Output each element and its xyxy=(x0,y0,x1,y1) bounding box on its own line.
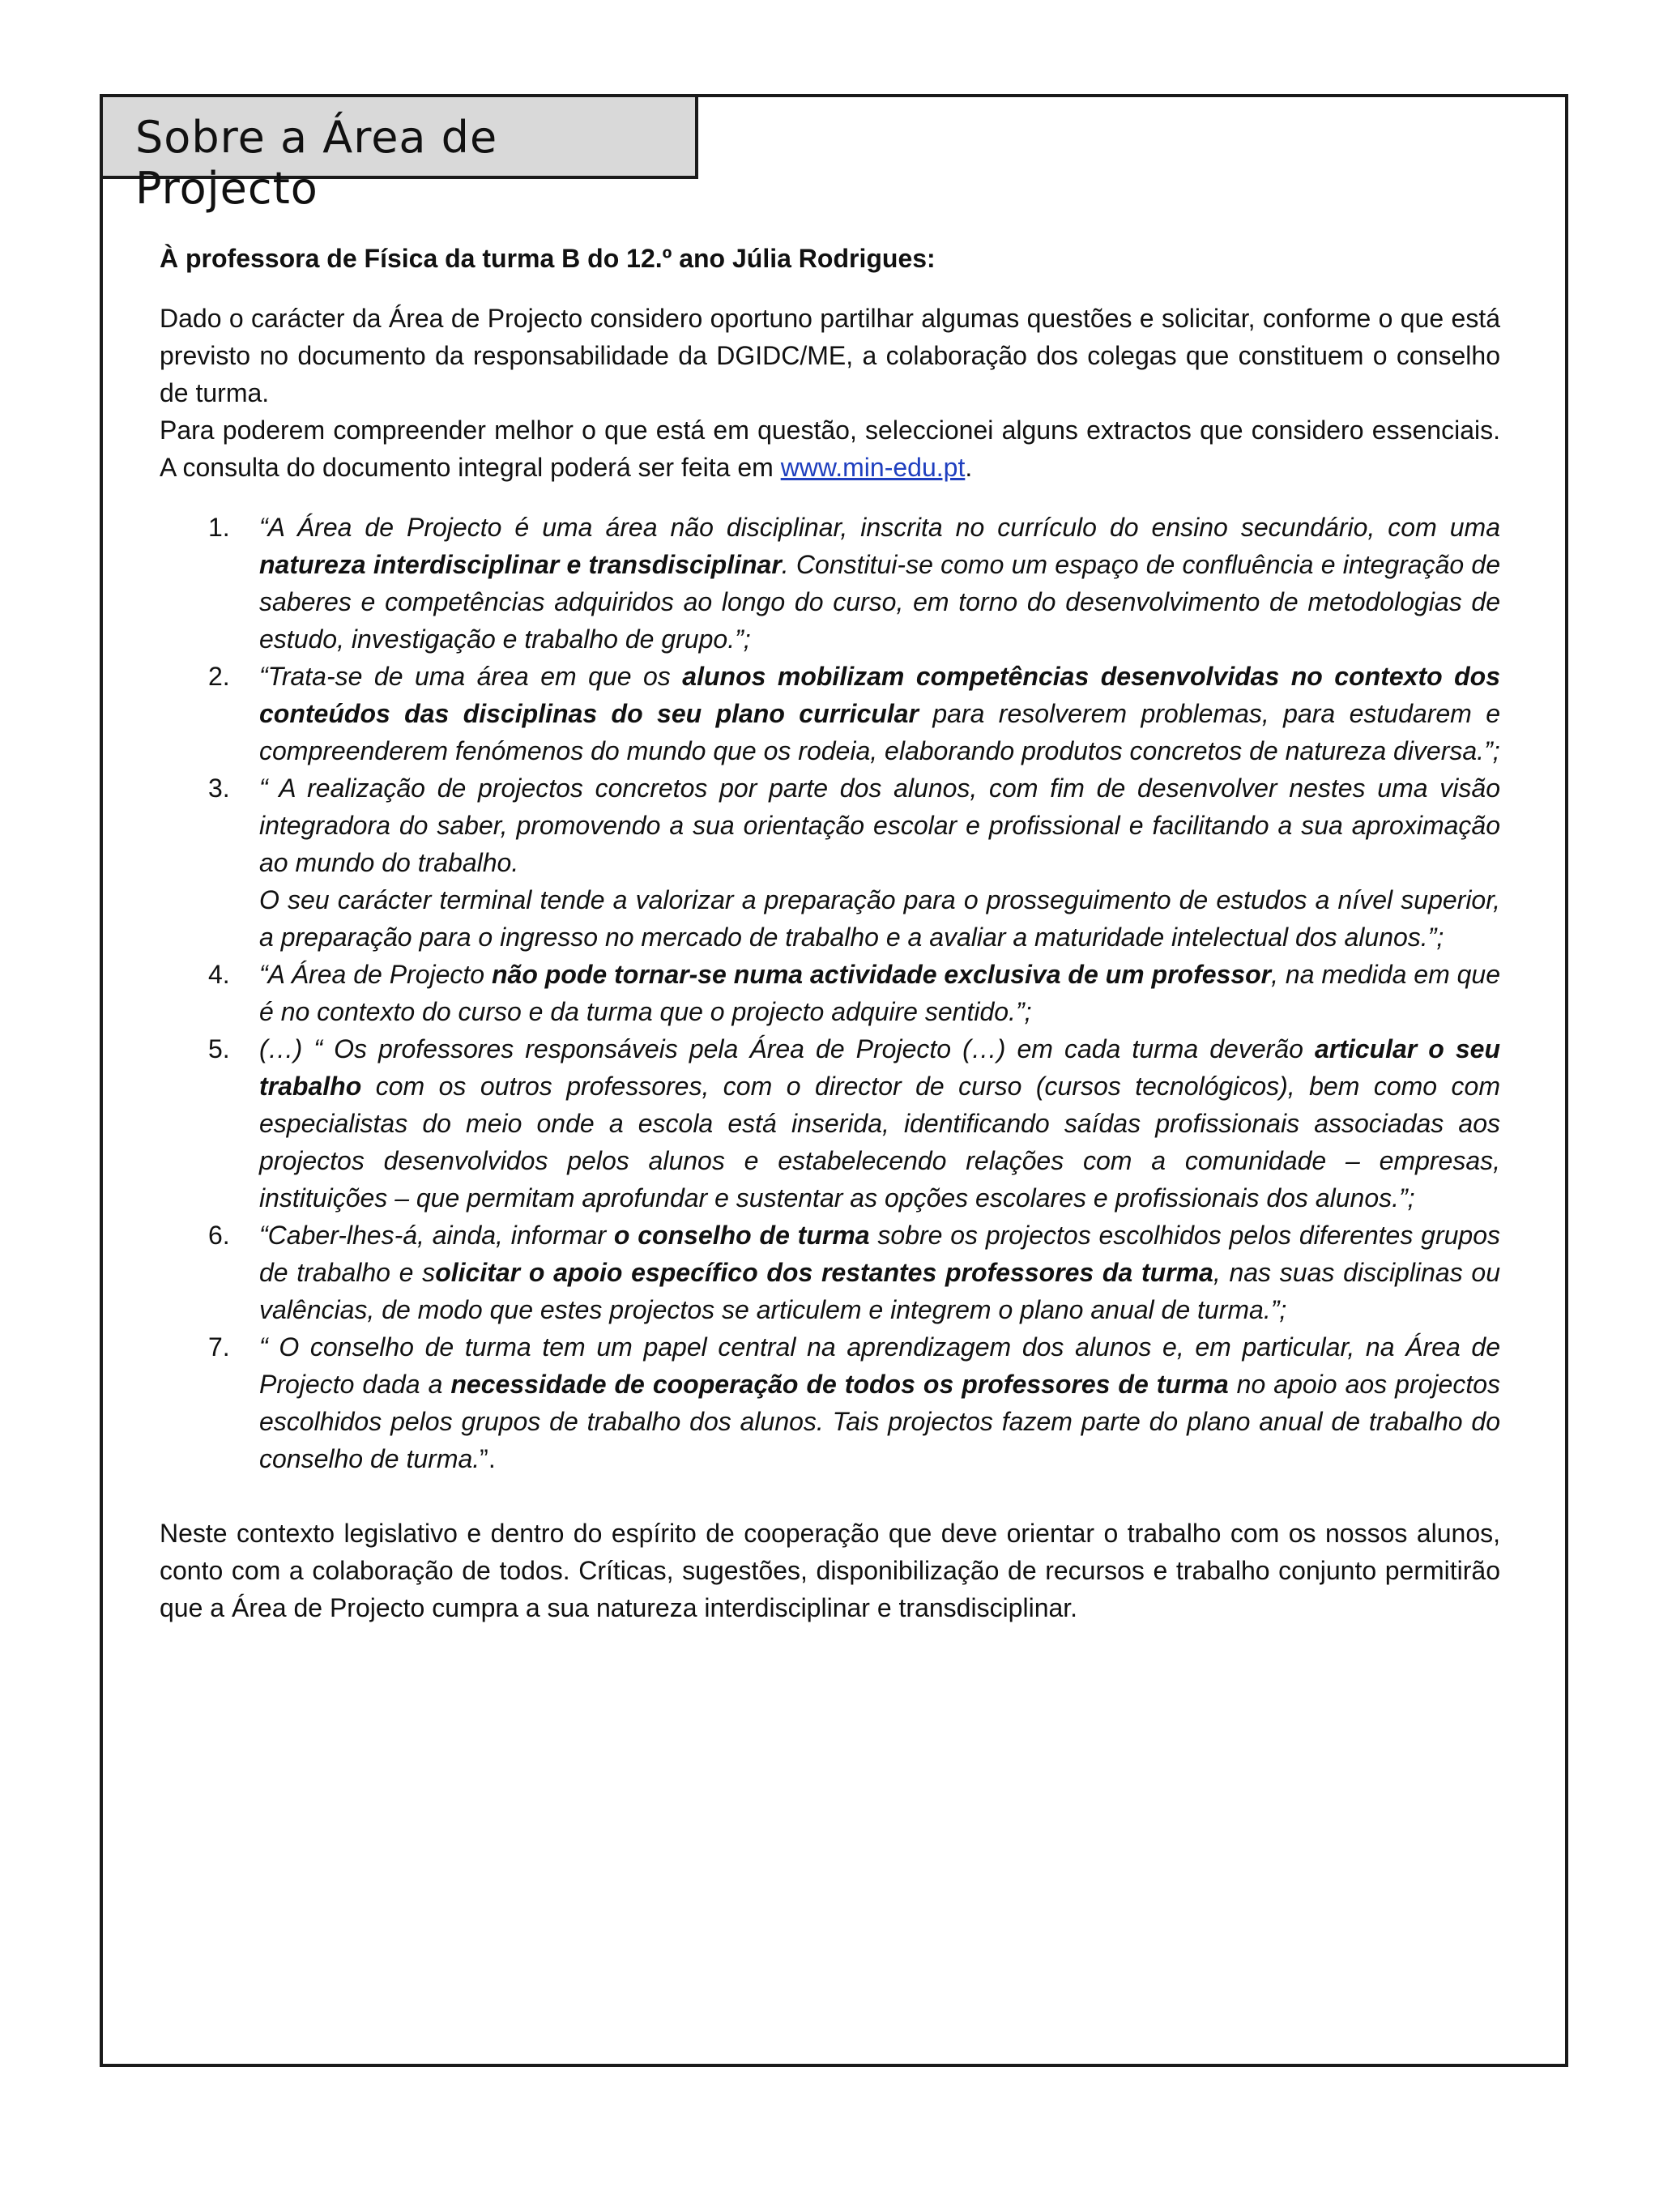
quote-emphasis: natureza interdisciplinar e transdisciplinar xyxy=(259,550,782,579)
quote-text: “Trata-se de uma área em que os xyxy=(259,662,683,691)
quote-emphasis: não pode tornar-se numa actividade exclusiva de um professor xyxy=(492,960,1272,989)
quote-text: (…) “ Os professores responsáveis pela Área de Projecto (…) em cada turma deverão xyxy=(259,1034,1315,1063)
quote-text: com os outros professores, com o director de curso (cursos tecnológicos), bem como com especialistas do meio onde a escola está inserida, identificando saídas profissionais associadas aos projectos desenvolvidos pelos alunos e estabelecendo relações com a comunidade – empresas, instituições – que permitam aprofundar e sustentar as opções escolares e profissionais dos alunos.”; xyxy=(259,1072,1500,1213)
list-item xyxy=(160,956,1500,1030)
list-item xyxy=(160,509,1500,658)
page-title: Sobre a Área de Projecto xyxy=(135,112,498,214)
quote-text: . Constitui-se como um espaço de confluência e integração de saberes e competências adquiridos ao longo do curso, em torno do desenvolvimento de metodologias de estudo, investigação e trabalho de grupo.”; xyxy=(259,550,1500,654)
quote-emphasis: alunos mobilizam competências desenvolvidas no contexto dos conteúdos das disciplinas do seu plano curricular xyxy=(259,662,1501,728)
list-number: 2. xyxy=(208,662,230,691)
quotes-list xyxy=(160,509,1500,1477)
greeting: À professora de Física da turma B do 12.º ano Júlia Rodrigues: xyxy=(160,244,936,273)
min-edu-link[interactable]: www.min-edu.pt xyxy=(780,453,966,482)
list-number: 3. xyxy=(208,774,230,803)
list-item xyxy=(160,1328,1500,1477)
intro-period: . xyxy=(965,453,973,482)
quote-text: “ A realização de projectos concretos por parte dos alunos, com fim de desenvolver nestes uma visão integradora do saber, promovendo a sua orientação escolar e profissional e facilitando a sua aproximação ao mundo do trabalho. xyxy=(259,774,1500,877)
document-frame xyxy=(100,94,1568,2067)
quote-emphasis: olicitar o apoio específico dos restantes professores da turma xyxy=(435,1258,1213,1287)
list-item xyxy=(160,769,1500,956)
list-number: 4. xyxy=(208,960,230,989)
quote-text: , nas suas disciplinas ou valências, de modo que estes projectos se articulem e integrem o plano anual de turma.”; xyxy=(259,1258,1501,1324)
list-item xyxy=(160,1217,1500,1328)
quote-text: no apoio aos projectos escolhidos pelos grupos de trabalho dos alunos. Tais projectos fazem parte do plano anual de trabalho do conselho de turma. xyxy=(259,1370,1500,1473)
list-item xyxy=(160,1030,1500,1217)
list-number: 1. xyxy=(208,513,230,542)
title-box xyxy=(103,97,698,214)
quote-text: , na medida em que é no contexto do curso e da turma que o projecto adquire sentido.”; xyxy=(259,960,1501,1026)
quote-text: O seu carácter terminal tende a valorizar a preparação para o prosseguimento de estudos a nível superior, a preparação para o ingresso no mercado de trabalho e a avaliar a maturidade intelectual dos alunos.”; xyxy=(259,885,1500,952)
quote-close: ”. xyxy=(480,1444,496,1473)
document-body xyxy=(160,240,1500,1626)
quote-emphasis: articular o seu trabalho xyxy=(259,1034,1501,1101)
list-number: 6. xyxy=(208,1221,230,1250)
quote-text: “ O conselho de turma tem um papel central na aprendizagem dos alunos e, em particular, na Área de Projecto dada a xyxy=(259,1332,1500,1399)
closing-paragraph: Neste contexto legislativo e dentro do espírito de cooperação que deve orientar o trabalho com os nossos alunos, conto com a colaboração de todos. Críticas, sugestões, disponibilização de recursos e trabalho conjunto permitirão que a Área de Projecto cumpra a sua natureza interdisciplinar e transdisciplinar. xyxy=(160,1519,1500,1622)
list-item xyxy=(160,658,1500,769)
intro-paragraph-1: Dado o carácter da Área de Projecto considero oportuno partilhar algumas questões e solicitar, conforme o que está previsto no documento da responsabilidade da DGIDC/ME, a colaboração dos colegas que constituem o conselho de turma. xyxy=(160,304,1500,407)
list-number: 7. xyxy=(208,1332,230,1362)
quote-emphasis: o conselho de turma xyxy=(613,1221,870,1250)
intro-text: Para poderem compreender melhor o que está em questão, seleccionei alguns extractos que considero essenciais. A consulta do documento integral poderá ser feita em xyxy=(160,416,1500,482)
quote-text: “A Área de Projecto é uma área não disciplinar, inscrita no currículo do ensino secundário, com uma xyxy=(259,513,1500,542)
quote-text: “A Área de Projecto xyxy=(259,960,492,989)
quote-text: para resolverem problemas, para estudarem e compreenderem fenómenos do mundo que os rodeia, elaborando produtos concretos de natureza diversa.”; xyxy=(259,699,1501,765)
quote-text: “Caber-lhes-á, ainda, informar xyxy=(259,1221,614,1250)
list-number: 5. xyxy=(208,1034,230,1063)
quote-emphasis: necessidade de cooperação de todos os professores de turma xyxy=(450,1370,1229,1399)
quote-text: sobre os projectos escolhidos pelos diferentes grupos de trabalho e s xyxy=(259,1221,1501,1287)
intro-paragraph-2 xyxy=(160,411,1500,486)
